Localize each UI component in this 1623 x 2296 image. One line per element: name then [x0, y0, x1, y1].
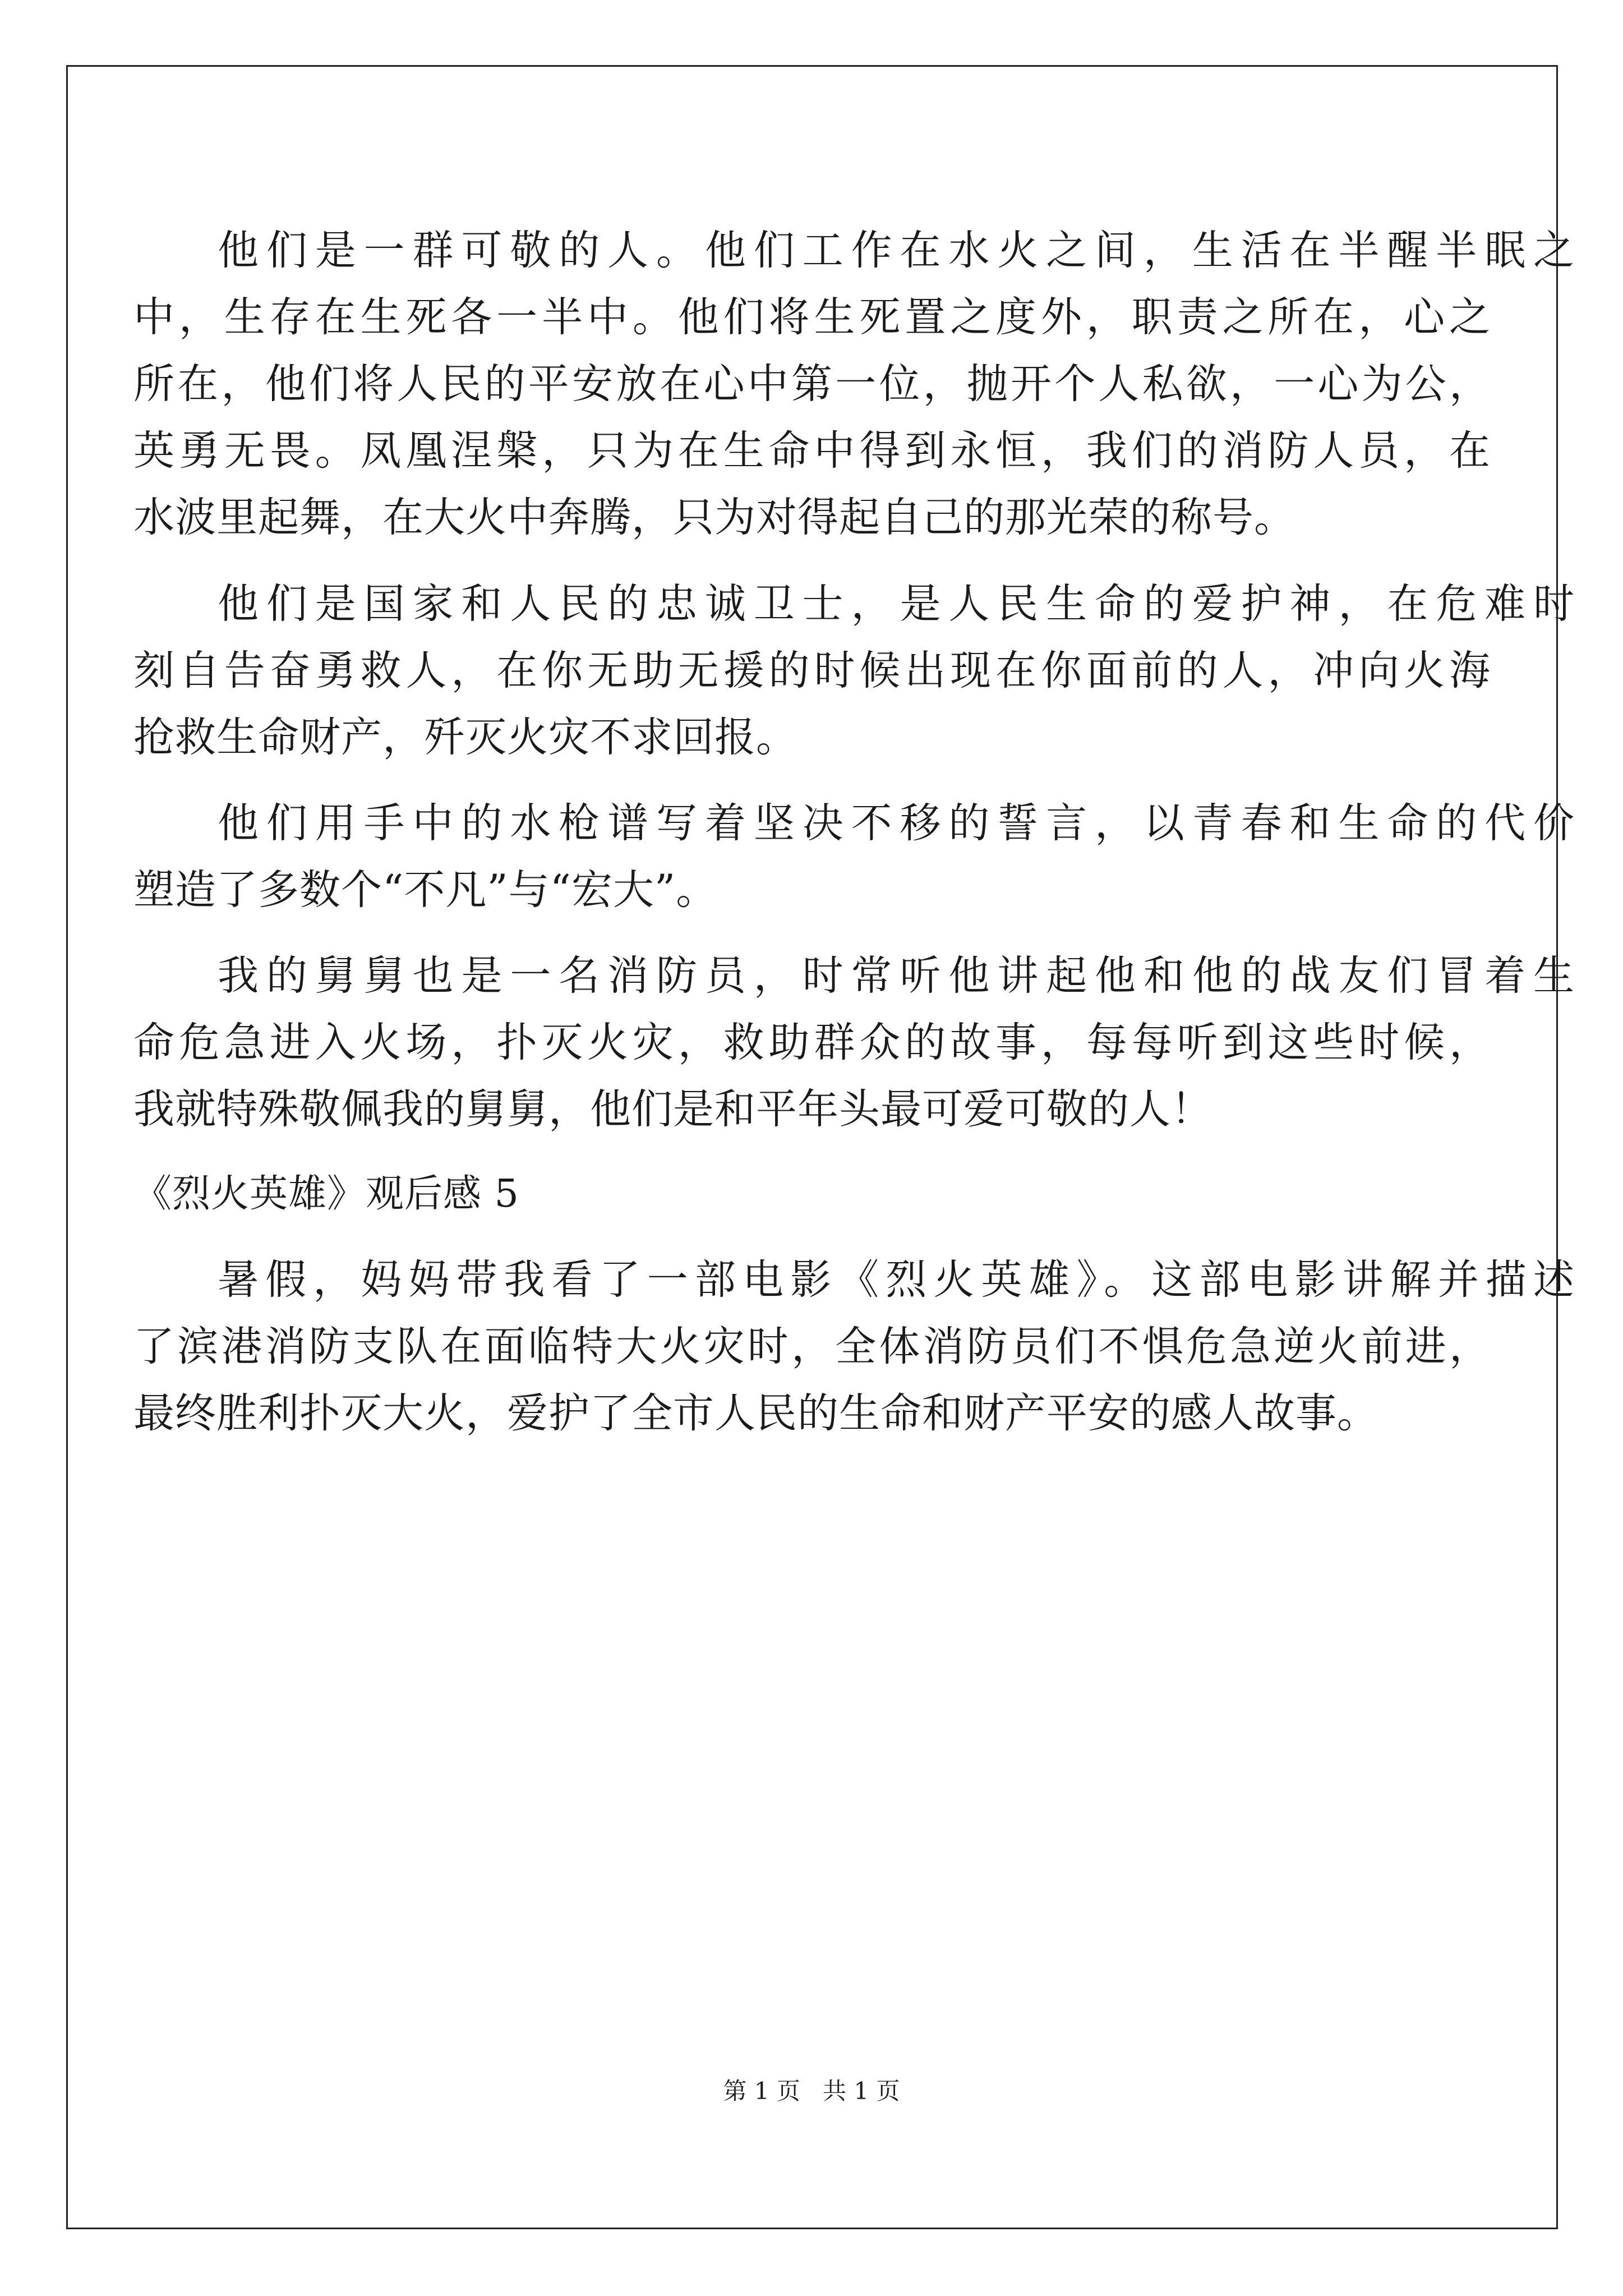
section-heading: 《烈火英雄》观后感 5	[133, 1172, 519, 1216]
paragraph-line: 他们是国家和人民的忠诚卫士，是人民生命的爱护神，在危难时	[218, 580, 1575, 628]
paragraph-line: 他们用手中的水枪谱写着坚决不移的誓言，以青春和生命的代价	[218, 799, 1575, 847]
paragraph-line: 我的舅舅也是一名消防员，时常听他讲起他和他的战友们冒着生	[218, 952, 1575, 1000]
paragraph-line: 英勇无畏。凤凰涅槃，只为在生命中得到永恒，我们的消防人员，在	[133, 427, 1491, 475]
paragraph-line: 塑造了多数个“不凡”与“宏大”。	[133, 866, 718, 914]
paragraph-line: 命危急进入火场，扑灭火灾，救助群众的故事，每每听到这些时候，	[133, 1019, 1491, 1066]
paragraph-line: 水波里起舞，在大火中奔腾，只为对得起自己的那光荣的称号。	[133, 494, 1295, 541]
page-footer: 第 1 页 共 1 页	[723, 2077, 900, 2105]
paragraph-line: 刻自告奋勇救人，在你无助无援的时候出现在你面前的人，冲向火海	[133, 647, 1491, 694]
paragraph-line: 了滨港消防支队在面临特大火灾时，全体消防员们不惧危急逆火前进，	[133, 1323, 1491, 1370]
paragraph-line: 所在，他们将人民的平安放在心中第一位，抛开个人私欲，一心为公，	[133, 360, 1491, 408]
paragraph-line: 中，生存在生死各一半中。他们将生死置之度外，职责之所在，心之	[133, 293, 1491, 341]
paragraph-line: 他们是一群可敬的人。他们工作在水火之间，生活在半醒半眠之	[218, 227, 1575, 274]
paragraph-line: 抢救生命财产，歼灭火灾不求回报。	[133, 714, 797, 761]
paragraph-line: 我就特殊敬佩我的舅舅，他们是和平年头最可爱可敬的人！	[133, 1085, 1212, 1133]
paragraph-line: 最终胜利扑灭大火，爱护了全市人民的生命和财产平安的感人故事。	[133, 1389, 1378, 1437]
paragraph-line: 暑假，妈妈带我看了一部电影《烈火英雄》。这部电影讲解并描述	[218, 1256, 1575, 1304]
